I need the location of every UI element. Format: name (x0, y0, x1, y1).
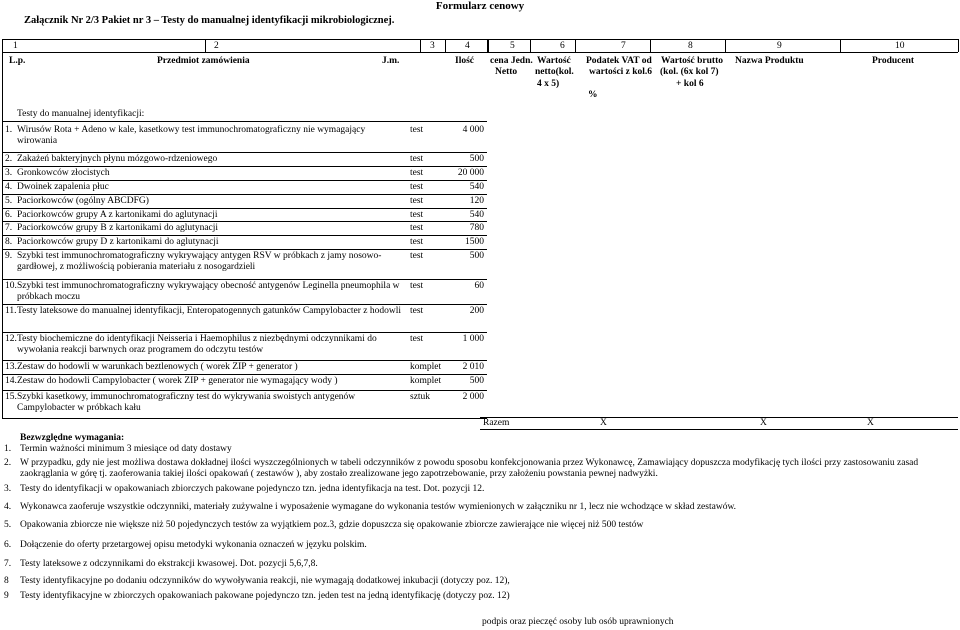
col-border (420, 39, 421, 52)
item-unit: komplet (410, 376, 442, 386)
row-border (2, 121, 487, 122)
item-quantity: 20 000 (457, 168, 484, 178)
requirement-number: 1. (4, 444, 12, 454)
row-border (2, 304, 487, 305)
item-unit: test (410, 154, 424, 164)
row-border (2, 418, 487, 419)
item-name: Zestaw do hodowli w warunkach beztlenowych ( worek ZIP + generator ) (17, 362, 298, 372)
section-label: Testy do manualnej identyfikacji: (17, 109, 145, 119)
item-name: Szybki test immunochromatograficzny wykrywający antygen RSV w próbkach z jamy nosowo-gardłowej, z możliwością pobierania materiału z nosogardzieli (17, 251, 382, 272)
requirement-text: Testy do identyfikacji w opakowaniach zbiorczych pakowane pojedynczo tzn. jedna identyfikacja na test. Dot. pozycji 12. (20, 484, 485, 494)
column-number: 3 (430, 41, 435, 51)
subtitle: Załącznik Nr 2/3 Pakiet nr 3 – Testy do manualnej identyfikacji mikrobiologicznej. (24, 15, 395, 26)
requirement-text: Dołączenie do oferty przetargowej opisu metodyki wykonania oznaczeń w języku polskim. (20, 540, 367, 550)
item-name: Zestaw do hodowli Campylobacter ( worek ZIP + generator nie wymagający wody ) (17, 376, 338, 386)
row-border (2, 360, 487, 361)
item-name: Paciorkowców grupy D z kartonikami do aglutynacji (17, 237, 219, 247)
requirement-text: Opakowania zbiorcze nie większe niż 50 pojedynczych testów za wyjątkiem poz.3, gdzie dopuszcza się opakowanie zbiorcze zawierające nie więcej niż 500 testów (20, 520, 644, 530)
item-quantity: 4 000 (462, 125, 484, 135)
item-quantity: 200 (469, 306, 484, 316)
row-number: 7. (5, 223, 13, 233)
item-name: Szybki test immunochromatograficzny wykrywający obecność antygenów Leginella pneumophila w próbkach moczu (17, 281, 400, 302)
item-unit: test (410, 237, 424, 247)
row-border (2, 52, 958, 53)
razem-x: X (867, 418, 874, 428)
razem-label: Razem (483, 418, 510, 428)
row-number: 11. (5, 306, 17, 316)
item-unit: test (410, 125, 424, 135)
row-border (2, 180, 487, 181)
col-border (725, 39, 726, 52)
row-border (2, 249, 487, 250)
column-number: 9 (777, 41, 782, 51)
row-border (480, 429, 958, 430)
item-quantity: 500 (469, 251, 484, 261)
header-producent: Producent (872, 56, 915, 66)
header-cena2: Netto (495, 67, 518, 77)
item-unit: test (410, 196, 424, 206)
row-number: 14. (5, 376, 17, 386)
row-border (2, 166, 487, 167)
row-number: 8. (5, 237, 13, 247)
col-border (650, 39, 651, 52)
col-border (530, 39, 531, 52)
header-wb1: Wartość brutto (661, 56, 724, 66)
item-unit: sztuk (410, 392, 431, 402)
requirement-number: 8 (4, 576, 9, 586)
header-vat2: wartości z kol.6 (589, 67, 653, 77)
column-number: 4 (465, 41, 470, 51)
requirement-number: 6. (4, 540, 12, 550)
item-quantity: 1 000 (462, 334, 484, 344)
requirement-text: Testy identyfikacyjne w zbiorczych opakowaniach pakowane pojedynczo tzn. jeden test na jedną identyfikację (dotyczy poz. 12) (20, 591, 510, 601)
column-number: 1 (13, 41, 18, 51)
requirement-number: 2. (4, 458, 12, 468)
requirement-number: 3. (4, 484, 12, 494)
requirement-number: 5. (4, 520, 12, 530)
signature-line: podpis oraz pieczęć osoby lub osób uprawnionych (482, 617, 674, 627)
col-border (575, 39, 576, 52)
row-border (2, 279, 487, 280)
col-border (445, 39, 446, 52)
razem-x: X (760, 418, 767, 428)
row-border (480, 417, 958, 418)
row-border (2, 235, 487, 236)
column-number: 8 (688, 41, 693, 51)
item-unit: test (410, 168, 424, 178)
item-quantity: 2 000 (462, 392, 484, 402)
row-border (2, 390, 487, 391)
item-name: Wirusów Rota + Adeno w kale, kasetkowy test immunochromatograficzny nie wymagający wirowania (17, 125, 366, 146)
item-name: Paciorkowców grupy B z kartonikami do aglutynacji (17, 223, 219, 233)
header-przedmiot: Przedmiot zamówienia (157, 56, 250, 66)
header-jm: J.m. (382, 56, 400, 66)
item-unit: test (410, 223, 424, 233)
item-name: Testy biochemiczne do identyfikacji Neisseria i Haemophilus z niezbędnymi odczynnikami do wywołania reakcji barwnych oraz programem do odczytu testów (17, 334, 377, 355)
col-border (958, 39, 959, 52)
item-name: Paciorkowców (ogólny ABCDFG) (17, 196, 149, 206)
header-vat3: % (588, 90, 598, 100)
requirement-text: Wykonawca zaoferuje wszystkie odczynniki, materiały zużywalne i wyposażenie wymagane do wykonania testów wymienionych w załączniku nr 1, lecz nie wchodzące w skład zestawów. (20, 502, 737, 512)
row-number: 15. (5, 392, 17, 402)
requirement-number: 4. (4, 502, 12, 512)
row-border (2, 152, 487, 153)
row-border (2, 39, 958, 40)
item-name: Dwoinek zapalenia płuc (17, 182, 109, 192)
header-vat1: Podatek VAT od (586, 56, 652, 66)
row-number: 10. (5, 281, 17, 291)
header-nazwa: Nazwa Produktu (735, 56, 804, 66)
header-wn3: 4 x 5) (537, 79, 560, 89)
item-quantity: 780 (469, 223, 484, 233)
column-number: 6 (560, 41, 565, 51)
item-quantity: 500 (469, 376, 484, 386)
item-unit: test (410, 251, 424, 261)
row-number: 5. (5, 196, 13, 206)
page-title: Formularz cenowy (435, 0, 525, 12)
header-ilosc: Ilość (455, 56, 474, 66)
item-unit: test (410, 306, 424, 316)
row-number: 6. (5, 210, 13, 220)
column-number: 2 (214, 41, 219, 51)
item-quantity: 500 (469, 154, 484, 164)
item-name: Testy lateksowe do manualnej identyfikacji, Enteropatogennych gatunków Campylobacter z hodowli (17, 306, 401, 316)
row-number: 9. (5, 251, 13, 261)
row-border (2, 221, 487, 222)
item-name: Szybki kasetkowy, immunochromatograficzny test do wykrywania swoistych antygenów Campylobacter w próbkach kału (17, 392, 356, 413)
row-number: 13. (5, 362, 17, 372)
row-border (2, 332, 487, 333)
header-cena1: cena Jedn. (490, 56, 533, 66)
column-number: 10 (895, 41, 905, 51)
row-border (2, 208, 487, 209)
item-unit: komplet (410, 362, 442, 372)
row-number: 2. (5, 154, 13, 164)
item-unit: test (410, 182, 424, 192)
col-border (205, 39, 206, 52)
requirement-text: Testy lateksowe z odczynnikami do ekstrakcji kwasowej. Dot. pozycji 5,6,7,8. (20, 559, 318, 569)
item-name: Zakażeń bakteryjnych płynu mózgowo-rdzeniowego (17, 154, 218, 164)
item-quantity: 1500 (465, 237, 484, 247)
col-border (2, 39, 3, 418)
row-number: 4. (5, 182, 13, 192)
item-unit: test (410, 210, 424, 220)
item-quantity: 120 (469, 196, 484, 206)
row-number: 12. (5, 334, 17, 344)
item-quantity: 60 (474, 281, 484, 291)
requirement-text: W przypadku, gdy nie jest możliwa dostawa dokładnej ilości wyszczególnionych w tabeli odczynników z powodu sposobu konfekcjonowania przez Wykonawcę, Zamawiający dopuszcza modyfikację tych ilości przy zastosowaniu zasad zaokrąglania w górę tj. zaoferowania takiej ilości opakowań ( zestawów ), aby zostało zrealizowane jego zapotrzebowanie, przy założeniu powstania pewnej nadwyżki. (20, 458, 919, 479)
item-name: Paciorkowców grupy A z kartonikami do aglutynacji (17, 210, 218, 220)
header-wn2: netto(kol. (535, 67, 574, 77)
row-border (2, 374, 487, 375)
item-quantity: 540 (469, 210, 484, 220)
column-number: 5 (510, 41, 515, 51)
requirement-number: 9 (4, 591, 9, 601)
razem-x: X (600, 418, 607, 428)
col-border (488, 39, 489, 52)
header-wb2: (kol. (6x kol 7) (660, 67, 719, 77)
item-unit: test (410, 281, 424, 291)
item-unit: test (410, 334, 424, 344)
requirement-number: 7. (4, 559, 12, 569)
row-number: 1. (5, 125, 13, 135)
requirement-text: Testy identyfikacyjne po dodaniu odczynników do wywoływania reakcji, nie wymagają dodatkowej inkubacji (dotyczy poz. 12), (20, 576, 510, 586)
item-quantity: 2 010 (462, 362, 484, 372)
header-wn1: Wartość (537, 56, 571, 66)
col-border (840, 39, 841, 52)
row-number: 3. (5, 168, 13, 178)
header-wb3: + kol 6 (676, 79, 704, 89)
requirements-title: Bezwzględne wymagania: (20, 433, 125, 443)
requirement-text: Termin ważności minimum 3 miesiące od daty dostawy (20, 444, 232, 454)
header-lp: L.p. (9, 56, 26, 66)
row-border (2, 194, 487, 195)
item-name: Gronkowców złocistych (17, 168, 110, 178)
item-quantity: 540 (469, 182, 484, 192)
column-number: 7 (621, 41, 626, 51)
